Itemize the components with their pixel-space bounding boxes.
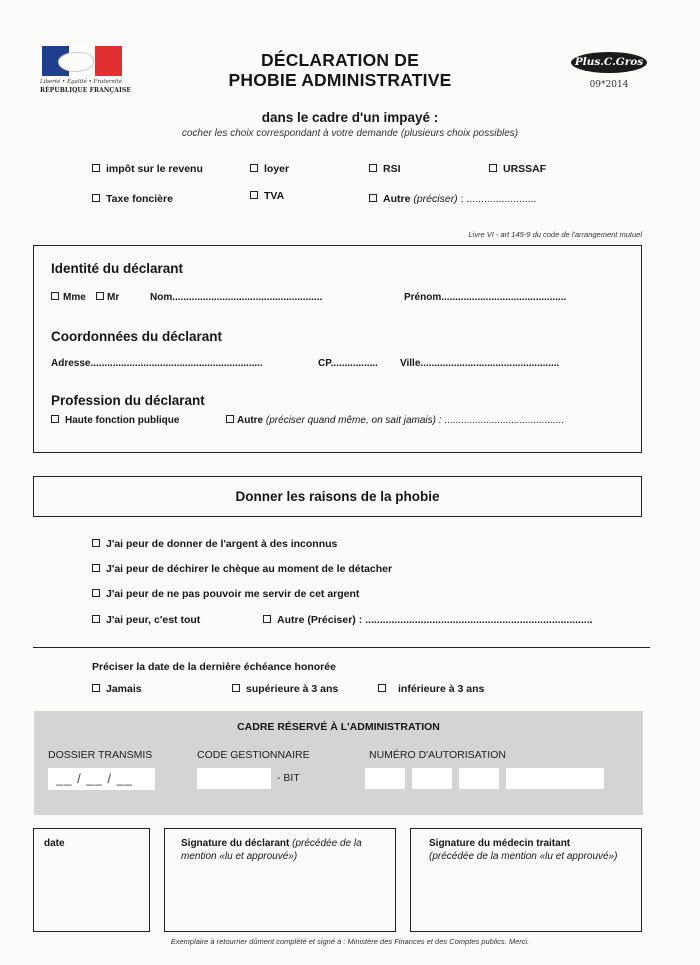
code-label: CODE GESTIONNAIRE <box>197 749 310 761</box>
checkbox[interactable] <box>96 292 104 300</box>
option-taxe-fonciere[interactable]: Taxe foncière <box>92 193 173 205</box>
checkbox[interactable] <box>92 589 100 597</box>
profession-heading: Profession du déclarant <box>51 393 205 408</box>
checkbox[interactable] <box>92 684 100 692</box>
autorisation-input-2[interactable] <box>412 768 452 789</box>
ville-field[interactable]: Ville.................................................. <box>400 358 560 369</box>
checkbox[interactable] <box>51 415 59 423</box>
checkbox[interactable] <box>92 564 100 572</box>
option-rsi[interactable]: RSI <box>369 163 401 175</box>
reason-item[interactable]: J'ai peur de donner de l'argent à des inconnus <box>92 538 337 550</box>
reason-item[interactable]: J'ai peur de ne pas pouvoir me servir de cet argent <box>92 588 359 600</box>
option-urssaf[interactable]: URSSAF <box>489 163 546 175</box>
checkbox[interactable] <box>92 164 100 172</box>
checkbox[interactable] <box>92 194 100 202</box>
form-subtitle: dans le cadre d'un impayé : <box>261 110 439 125</box>
checkbox[interactable] <box>378 684 386 692</box>
dossier-label: DOSSIER TRANSMIS <box>48 749 153 761</box>
option-autre-tax[interactable]: Autre (préciser) : ........................ <box>369 193 536 205</box>
brand-badge: Plus.C.Gros <box>571 52 647 73</box>
cp-field[interactable]: CP................. <box>318 358 378 369</box>
republique-logo <box>40 46 132 94</box>
date-label: date <box>44 838 65 849</box>
profession-haute-fonction[interactable]: Haute fonction publique <box>51 415 179 426</box>
dossier-date-input[interactable]: __ / __ / __ <box>48 768 155 790</box>
edition-code: 09*2014 <box>589 80 629 90</box>
checkbox[interactable] <box>489 164 497 172</box>
coordinates-heading: Coordonnées du déclarant <box>51 329 223 344</box>
numero-label: NUMÉRO D'AUTORISATION <box>369 749 506 761</box>
code-gestionnaire-input[interactable] <box>197 768 271 789</box>
autorisation-input-4[interactable] <box>506 768 604 789</box>
option-loyer[interactable]: loyer <box>250 163 289 175</box>
logo-motto: Liberté • Égalité • Fraternité <box>40 79 123 85</box>
reason-other[interactable]: Autre (Préciser) : .............................................................................. <box>263 614 593 626</box>
nom-field[interactable]: Nom...................................................... <box>150 292 323 303</box>
bit-suffix: - BIT <box>277 772 300 784</box>
form-instruction: cocher les choix correspondant à votre demande (plusieurs choix possibles) <box>181 128 519 139</box>
checkbox[interactable] <box>369 164 377 172</box>
checkbox[interactable] <box>369 194 377 202</box>
page-title: DÉCLARATION DE PHOBIE ADMINISTRATIVE <box>228 50 452 90</box>
checkbox[interactable] <box>92 539 100 547</box>
marianne-flag-icon <box>42 46 122 76</box>
autorisation-input-1[interactable] <box>365 768 405 789</box>
date-option-jamais[interactable]: Jamais <box>92 683 142 695</box>
checkbox[interactable] <box>92 615 100 623</box>
identity-heading: Identité du déclarant <box>51 261 184 276</box>
option-tva[interactable]: TVA <box>250 190 284 202</box>
reason-item[interactable]: J'ai peur, c'est tout <box>92 614 200 626</box>
reason-item[interactable]: J'ai peur de déchirer le chèque au moment de le détacher <box>92 563 392 575</box>
option-impot[interactable]: impôt sur le revenu <box>92 163 203 175</box>
footer-note: Exemplaire à retourner dûment complété et signé à : Ministère des Finances et des Comptes publics. Merci. <box>170 937 530 946</box>
adresse-field[interactable]: Adresse.............................................................. <box>51 358 263 369</box>
prenom-field[interactable]: Prénom............................................. <box>404 292 567 303</box>
reasons-heading: Donner les raisons de la phobie <box>235 489 440 504</box>
checkbox[interactable] <box>226 415 234 423</box>
checkbox[interactable] <box>250 191 258 199</box>
legal-reference: Livre VI - art 145-9 du code de l'arrangement mutuel <box>468 230 642 239</box>
checkbox[interactable] <box>263 615 271 623</box>
autorisation-input-3[interactable] <box>459 768 499 789</box>
date-option-inferieure[interactable]: inférieure à 3 ans <box>378 683 484 695</box>
profession-autre[interactable]: Autre (préciser quand même, on sait jamais) : ........................................... <box>226 415 564 426</box>
declarant-signature-label: Signature du déclarant (précédée de la mention «lu et approuvé») <box>181 838 362 862</box>
admin-heading: CADRE RÉSERVÉ À L'ADMINISTRATION <box>237 721 440 733</box>
section-divider <box>33 647 650 648</box>
checkbox[interactable] <box>232 684 240 692</box>
civility-mme[interactable]: Mme <box>51 292 86 303</box>
checkbox[interactable] <box>51 292 59 300</box>
date-question: Préciser la date de la dernière échéance honorée <box>92 661 336 673</box>
logo-republic: RÉPUBLIQUE FRANÇAISE <box>40 87 132 94</box>
date-option-superieure[interactable]: supérieure à 3 ans <box>232 683 338 695</box>
checkbox[interactable] <box>250 164 258 172</box>
medecin-signature-label: Signature du médecin traitant (précédée de la mention «lu et approuvé») <box>429 838 618 862</box>
civility-mr[interactable]: Mr <box>96 292 119 303</box>
